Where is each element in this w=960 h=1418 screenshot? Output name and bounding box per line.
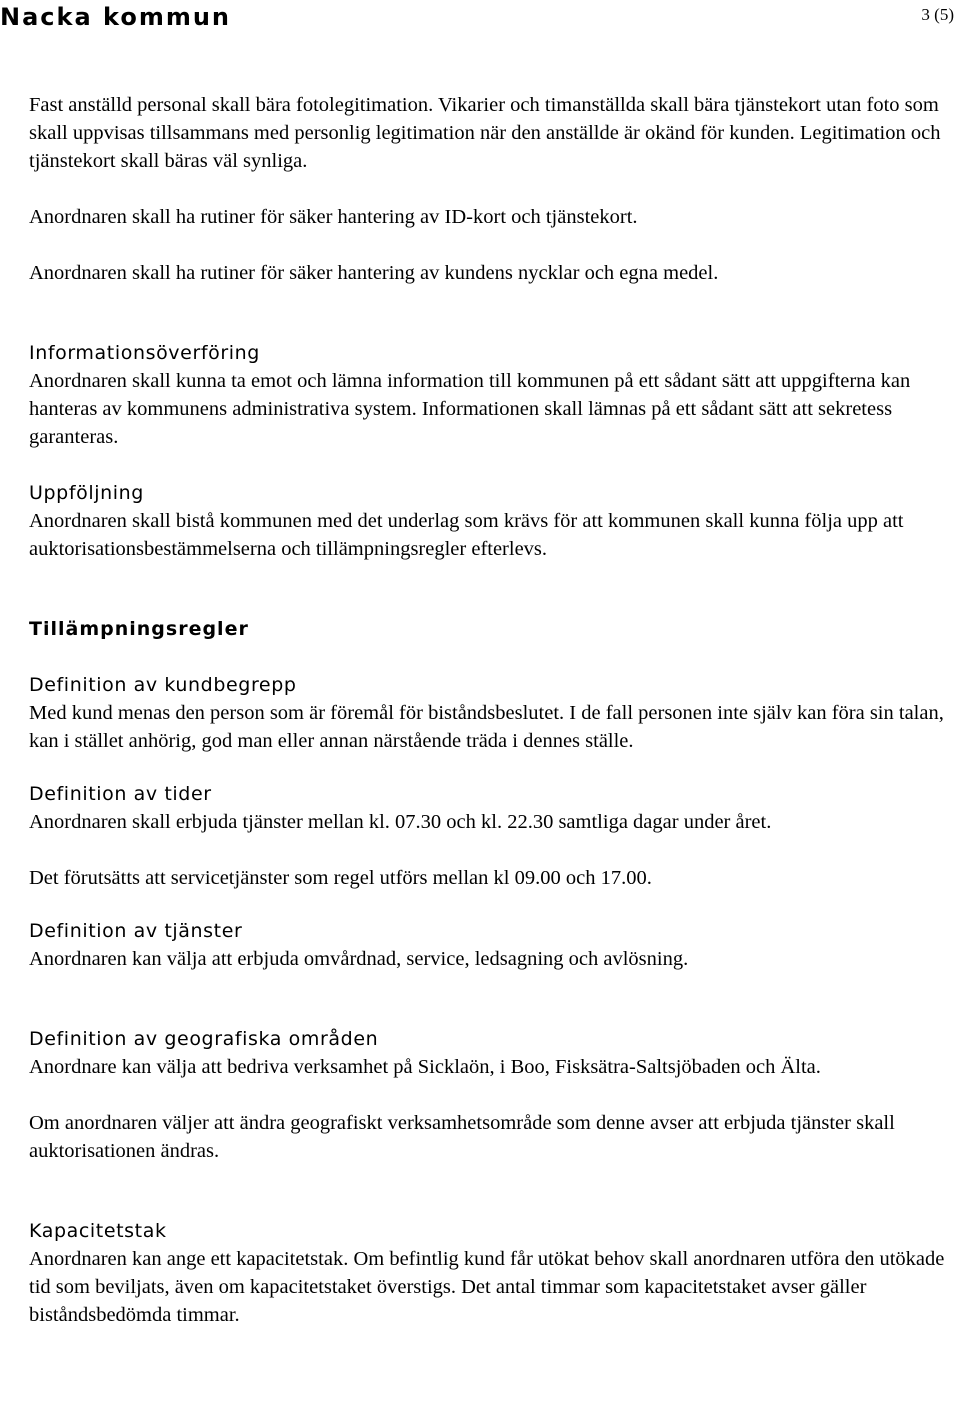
paragraph-tider: Anordnaren skall erbjuda tjänster mellan kl. 07.30 och kl. 22.30 samtliga dagar under året. [29, 811, 772, 833]
heading-tjanster: Definition av tjänster [29, 920, 243, 942]
heading-informationsoverforing: Informationsöverföring [29, 342, 260, 364]
heading-kundbegrepp: Definition av kundbegrepp [29, 674, 297, 696]
paragraph-legitimation: Fast anställd personal skall bära fotolegitimation. Vikarier och timanställda skall bära tjänstekort utan foto som skall uppvisas tillsammans med personlig legitimation när den anställde är okänd för kunden. Legitimation och tjänstekort skall bäras väl synliga. [29, 94, 941, 172]
paragraph-id-kort: Anordnaren skall ha rutiner för säker hantering av ID-kort och tjänstekort. [29, 206, 638, 228]
heading-kapacitetstak: Kapacitetstak [29, 1220, 167, 1242]
paragraph-andra-omrade: Om anordnaren väljer att ändra geografiskt verksamhetsområde som denne avser att erbjuda tjänster skall auktorisationen ändras. [29, 1112, 895, 1162]
paragraph-nycklar: Anordnaren skall ha rutiner för säker hantering av kundens nycklar och egna medel. [29, 262, 719, 284]
paragraph-kapacitetstak: Anordnaren kan ange ett kapacitetstak. Om befintlig kund får utökat behov skall anordnaren utföra den utökade tid som beviljats, även om kapacitetstaket överstigs. Det antal timmar som kapacitetstaket avser gäller biståndsbedömda timmar. [29, 1248, 945, 1326]
paragraph-uppfoljning: Anordnaren skall bistå kommunen med det underlag som krävs för att kommunen skall kunna följa upp att auktorisationsbestämmelserna och tillämpningsregler efterlevs. [29, 510, 904, 560]
paragraph-geografiska-omraden: Anordnare kan välja att bedriva verksamhet på Sicklaön, i Boo, Fisksätra-Saltsjöbaden och Älta. [29, 1056, 821, 1078]
heading-tillampningsregler: Tillämpningsregler [29, 618, 249, 640]
heading-uppfoljning: Uppföljning [29, 482, 144, 504]
paragraph-servicetjanster: Det förutsätts att servicetjänster som regel utförs mellan kl 09.00 och 17.00. [29, 867, 652, 889]
organization-name: Nacka kommun [0, 3, 232, 31]
document-body [29, 91, 954, 1329]
paragraph-tjanster: Anordnaren kan välja att erbjuda omvårdnad, service, ledsagning och avlösning. [29, 948, 689, 970]
page-number: 3 (5) [921, 5, 954, 24]
heading-tider: Definition av tider [29, 783, 212, 805]
paragraph-kundbegrepp: Med kund menas den person som är föremål för biståndsbeslutet. I de fall personen inte själv kan föra sin talan, kan i stället anhörig, god man eller annan närstående träda i dennes ställe. [29, 702, 944, 752]
heading-geografiska-omraden: Definition av geografiska områden [29, 1028, 379, 1050]
paragraph-informationsoverforing: Anordnaren skall kunna ta emot och lämna information till kommunen på ett sådant sätt att uppgifterna kan hanteras av kommunens administrativa system. Informationen skall lämnas på ett sådant sätt att sekretess garanteras. [29, 370, 911, 448]
